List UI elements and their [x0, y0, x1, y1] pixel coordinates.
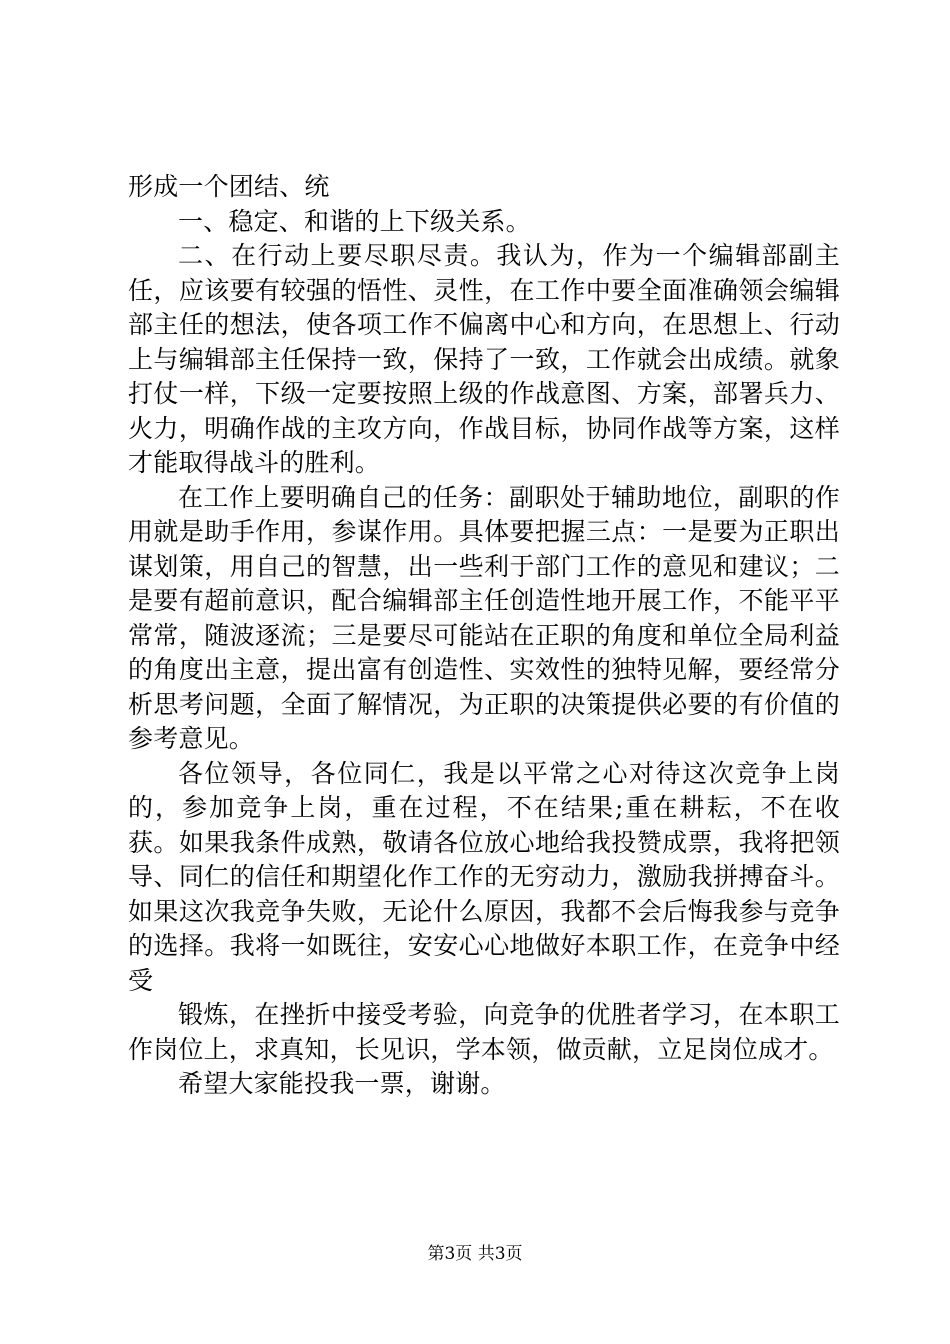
paragraph-2: 一、稳定、和谐的上下级关系。: [178, 206, 531, 236]
document-body: [128, 170, 840, 1102]
page-number-label: 第3页 共3页: [427, 1244, 523, 1264]
paragraph-7: 希望大家能投我一票，谢谢。: [178, 1069, 506, 1098]
paragraph-6: 锻炼，在挫折中接受考验，向竞争的优胜者学习，在本职工作岗位上，求真知，长见识，学本领，做贡献，立足岗位成才。: [128, 1000, 840, 1064]
page-footer: [0, 1243, 950, 1265]
paragraph-1: 形成一个团结、统: [128, 172, 330, 201]
paragraph-3: 二、在行动上要尽职尽责。我认为，作为一个编辑部副主任，应该要有较强的悟性、灵性，在工作中要全面准确领会编辑部主任的想法，使各项工作不偏离中心和方向，在思想上、行动上与编辑部主任保持一致，保持了一致，工作就会出成绩。就象打仗一样，下级一定要按照上级的作战意图、方案，部署兵力、火力，明确作战的主攻方向，作战目标，协同作战等方案，这样才能取得战斗的胜利。: [128, 241, 840, 477]
paragraph-4: 在工作上要明确自己的任务：副职处于辅助地位，副职的作用就是助手作用，参谋作用。具体要把握三点：一是要为正职出谋划策，用自己的智慧，出一些利于部门工作的意见和建议；二是要有超前意识，配合编辑部主任创造性地开展工作，不能平平常常，随波逐流；三是要尽可能站在正职的角度和单位全局利益的角度出主意，提出富有创造性、实效性的独特见解，要经常分析思考问题，全面了解情况，为正职的决策提供必要的有价值的参考意见。: [128, 482, 840, 753]
paragraph-5: 各位领导，各位同仁，我是以平常之心对待这次竞争上岗的，参加竞争上岗，重在过程，不在结果;重在耕耘，不在收获。如果我条件成熟，敬请各位放心地给我投赞成票，我将把领导、同仁的信任和期望化作工作的无穷动力，激励我拼搏奋斗。如果这次我竞争失败，无论什么原因，我都不会后悔我参与竞争的选择。我将一如既往，安安心心地做好本职工作，在竞争中经受: [128, 758, 840, 995]
